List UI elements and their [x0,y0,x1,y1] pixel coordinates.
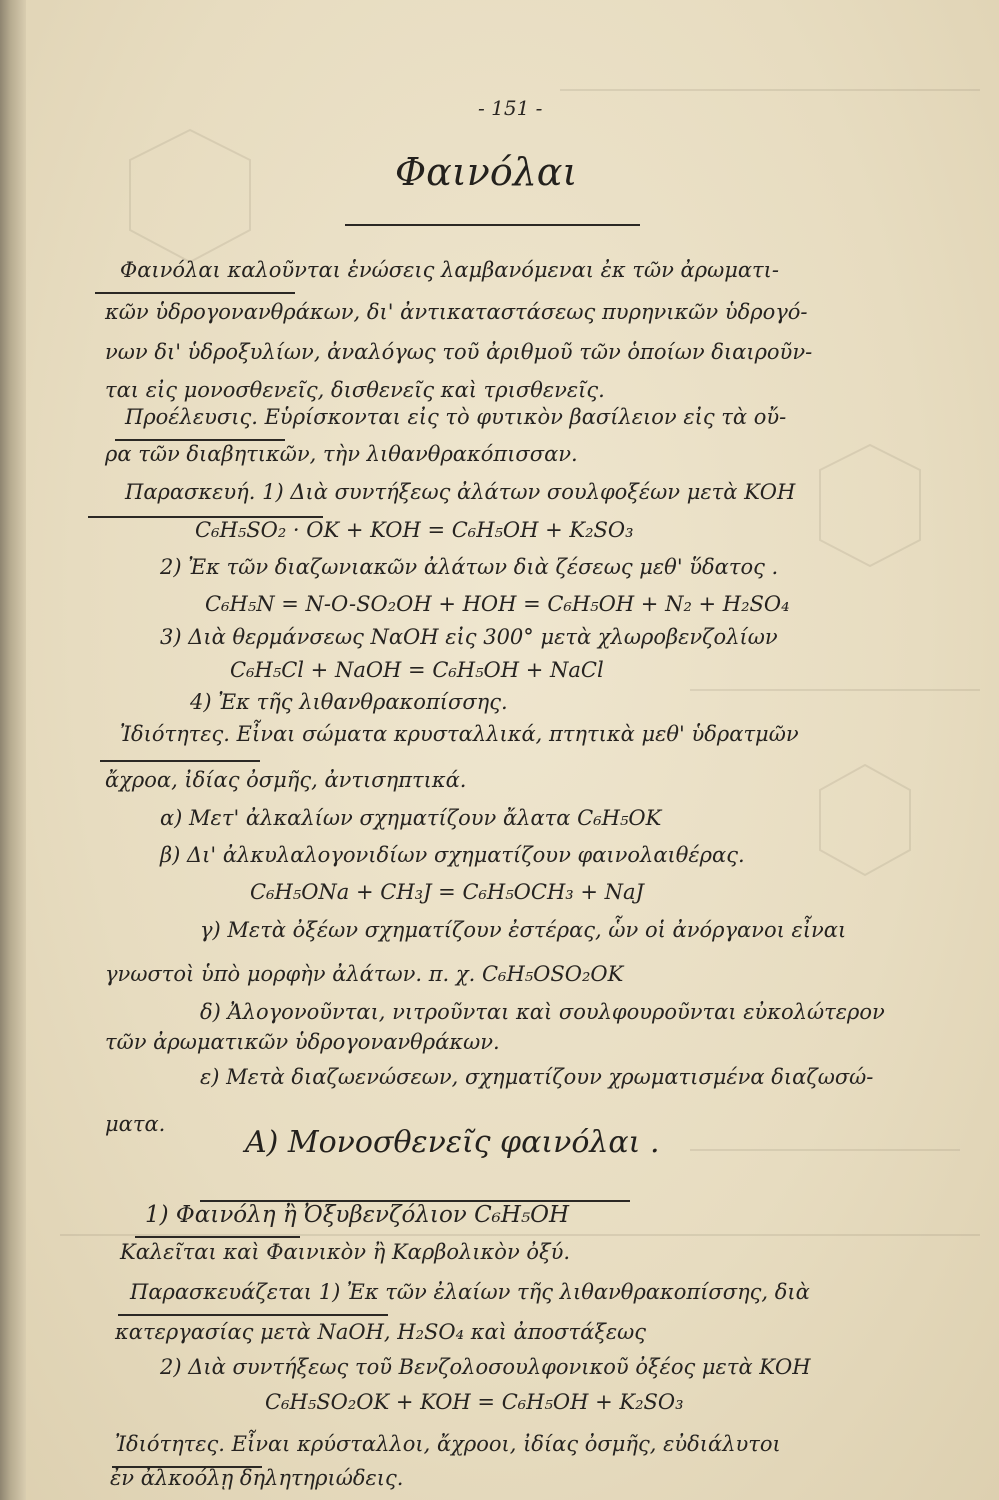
definition-term-underline [95,292,295,294]
preparation-line-2: 2) Ἐκ τῶν διαζωνιακῶν ἀλάτων διὰ ζέσεως μεθ' ὕδατος . [160,555,779,579]
definition-line-2: κῶν ὑδρογονανθράκων, δι' ἀντικαταστάσεως πυρηνικῶν ὑδρογό- [105,300,808,324]
preparation-equation-2: C₆H₅N = N-O-SO₂OH + HOH = C₆H₅OH + N₂ + H₂SO₄ [205,592,790,616]
property-c-line-1: γ) Μετὰ ὀξέων σχηματίζουν ἐστέρας, ὧν οἱ ἀνόργανοι εἶναι [200,918,847,942]
definition-line-1: Φαινόλαι καλοῦνται ἑνώσεις λαμβανόμεναι ἐκ τῶν ἀρωματι- [120,258,779,282]
preparation-line-1: Παρασκευή. 1) Διὰ συντήξεως ἀλάτων σουλφοξέων μετὰ ΚΟΗ [125,480,796,504]
phenol-properties-line-1: Ἰδιότητες. Εἶναι κρύσταλλοι, ἄχροοι, ἰδίας ὀσμῆς, εὐδιάλυτοι [115,1432,781,1456]
property-b-equation: C₆H₅ONa + CH₃J = C₆H₅OCH₃ + NaJ [250,880,644,904]
title-underline [345,224,640,226]
property-e-line-1: ε) Μετὰ διαζωενώσεων, σχηματίζουν χρωματισμένα διαζωσώ- [200,1065,874,1089]
definition-line-4: ται εἰς μονοσθενεῖς, δισθενεῖς καὶ τρισθενεῖς. [105,378,605,402]
properties-line-1: Ἰδιότητες. Εἶναι σώματα κρυσταλλικά, πτητικὰ μεθ' ὑδρατμῶν [120,722,799,746]
property-b: β) Δι' ἀλκυλαλογονιδίων σχηματίζουν φαινολαιθέρας. [160,843,745,867]
preparation-line-4: 4) Ἐκ τῆς λιθανθρακοπίσσης. [190,690,508,714]
origin-line-1: Προέλευσις. Εὑρίσκονται εἰς τὸ φυτικὸν βασίλειον εἰς τὰ οὔ- [125,405,787,429]
origin-underline [115,439,285,441]
section-heading: Α) Μονοσθενεῖς φαινόλαι . [245,1125,660,1160]
definition-line-3: νων δι' ὑδροξυλίων, ἀναλόγως τοῦ ἀριθμοῦ τῶν ὁποίων διαιροῦν- [105,340,813,364]
page-number: - 151 - [478,96,543,120]
property-e-line-2: ματα. [105,1112,166,1136]
phenol-preparation-line-1: Παρασκευάζεται 1) Ἐκ τῶν ἐλαίων τῆς λιθανθρακοπίσσης, διὰ [130,1280,810,1304]
phenol-preparation-underline [118,1314,388,1316]
preparation-equation-1: C₆H₅SO₂ · OK + KOH = C₆H₅OH + K₂SO₃ [195,518,634,542]
phenol-preparation-equation: C₆H₅SO₂OK + KOH = C₆H₅OH + K₂SO₃ [265,1390,684,1414]
phenol-properties-line-2: ἐν ἀλκοόλῃ δηλητηριώδεις. [110,1466,404,1490]
property-a: α) Μετ' ἀλκαλίων σχηματίζουν ἄλατα C₆H₅OK [160,806,662,830]
property-c-line-2: γνωστοὶ ὑπὸ μορφὴν ἀλάτων. π. χ. C₆H₅OSO₂OK [105,962,624,986]
phenol-preparation-line-2: κατεργασίας μετὰ NaOH, H₂SO₄ καὶ ἀποστάξεως [115,1320,647,1344]
preparation-equation-3: C₆H₅Cl + NaOH = C₆H₅OH + NaCl [230,658,604,682]
page-title: Φαινόλαι [395,150,578,194]
phenol-aliases: Καλεῖται καὶ Φαινικὸν ἢ Καρβολικὸν ὀξύ. [120,1240,571,1264]
phenol-heading: 1) Φαινόλη ἢ Ὀξυβενζόλιον C₆H₅OH [145,1202,570,1228]
preparation-line-3: 3) Διὰ θερμάνσεως ΝαΟΗ εἰς 300° μετὰ χλωροβενζολίων [160,625,778,649]
origin-line-2: ρα τῶν διαβητικῶν, τὴν λιθανθρακόπισσαν. [105,442,578,466]
properties-line-2: ἄχροα, ἰδίας ὀσμῆς, ἀντισηπτικά. [105,768,467,792]
properties-underline [100,760,260,762]
phenol-preparation-line-3: 2) Διὰ συντήξεως τοῦ Βενζολοσουλφονικοῦ ὀξέος μετὰ ΚΟΗ [160,1355,811,1379]
property-d-line-1: δ) Ἀλογονοῦνται, νιτροῦνται καὶ σουλφουροῦνται εὐκολώτερον [200,1000,885,1024]
property-d-line-2: τῶν ἀρωματικῶν ὑδρογονανθράκων. [105,1030,500,1054]
phenol-heading-underline [135,1236,300,1238]
